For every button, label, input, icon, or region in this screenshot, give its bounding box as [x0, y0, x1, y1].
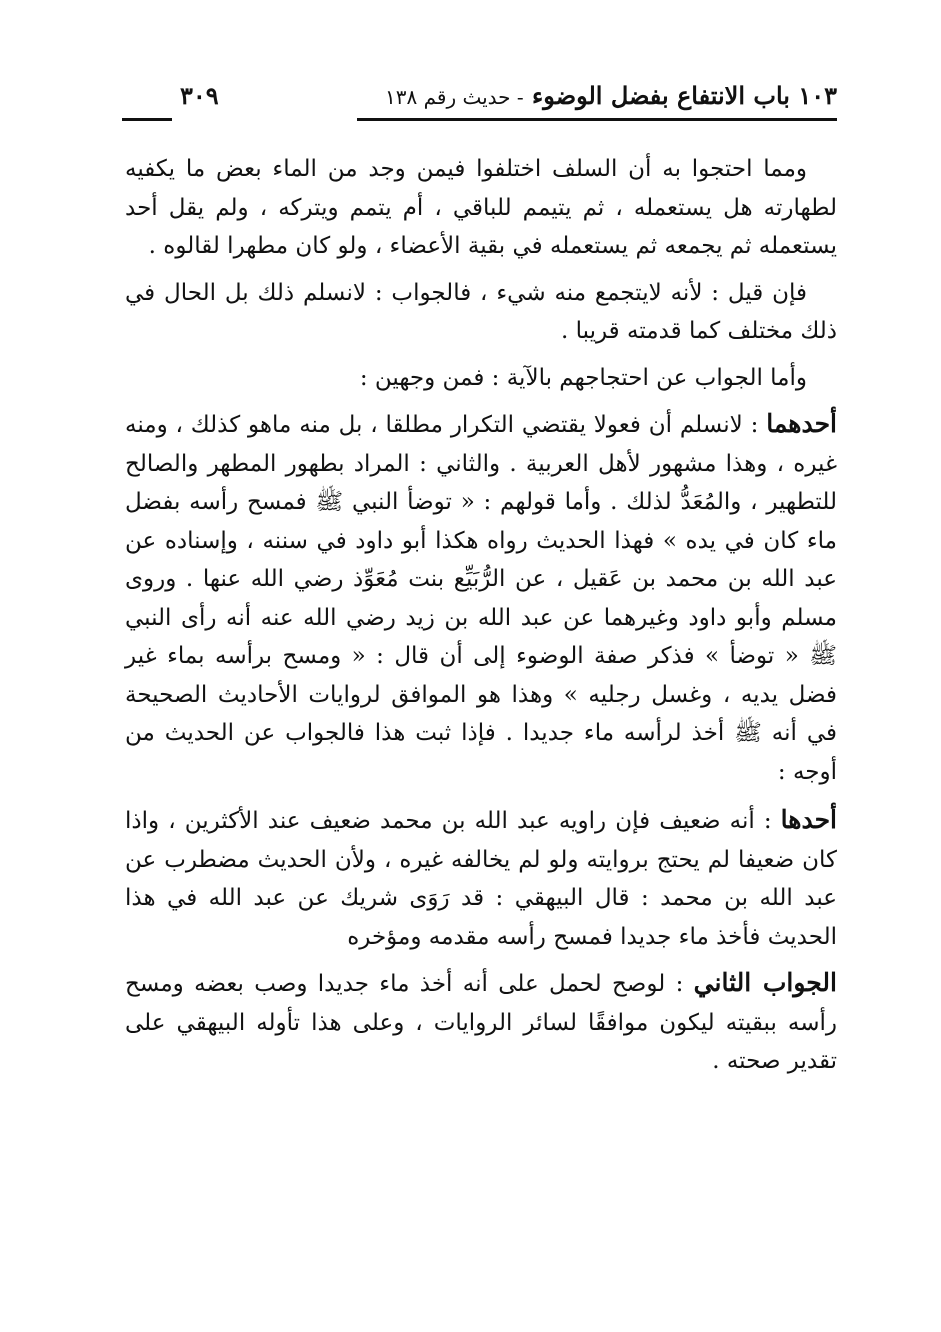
paragraph-text: : أنه ضعيف فإن راويه عبد الله بن محمد ضعيف عند الأكثرين ، واذا كان ضعيفا لم يحتج بروايته ولو لم يخالفه غيره ، ولأن الحديث مضطرب عن عبد الله بن محمد : قال البيهقي : قد رَوَى شريك عن عبد الله في هذا الحديث فأخذ ماء جديدا فمسح رأسه مقدمه ومؤخره	[125, 808, 837, 950]
paragraph-4	[125, 405, 837, 791]
paragraph-lead: أحدهما	[766, 409, 837, 438]
paragraph-text: فإن قيل : لأنه لايتجمع منه شيء ، فالجواب : لانسلم ذلك بل الحال في ذلك مختلف كما قدمته قريبا .	[125, 279, 837, 344]
running-header	[122, 78, 837, 122]
paragraph-text: : لوصح لحمل على أنه أخذ ماء جديدا وصب بعضه ومسح رأسه ببقيته ليكون موافقًا لسائر الروايات ، وعلى هذا تأوله البيهقي على تقدير صحته .	[125, 971, 837, 1074]
body-text	[125, 150, 837, 1089]
paragraph-1	[125, 150, 837, 266]
chapter-title: باب الانتفاع بفضل الوضوء	[532, 81, 790, 110]
paragraph-2	[125, 274, 837, 351]
paragraph-lead: أحدها	[780, 805, 837, 834]
chapter-number: ١٠٣	[798, 81, 837, 110]
paragraph-text: وأما الجواب عن احتجاجهم بالآية : فمن وجهين :	[359, 364, 807, 391]
paragraph-lead: الجواب الثاني	[693, 968, 837, 997]
header-rule	[357, 118, 837, 121]
paragraph-text: ومما احتجوا به أن السلف اختلفوا فيمن وجد من الماء بعض ما يكفيه لطهارته هل يستعمله ، ثم يتيمم للباقي ، أم يتمم ويتركه ، ولم يقل أحد يستعمله ثم يجمعه ثم يستعمله في بقية الأعضاء ، ولو كان مطهرا لقالوه .	[125, 156, 837, 259]
paragraph-3	[125, 359, 837, 398]
page-number: ٣٠٩	[180, 81, 219, 110]
hadith-reference: - حديث رقم ١٣٨	[384, 85, 524, 109]
paragraph-text: : لانسلم أن فعولا يقتضي التكرار مطلقا ، بل منه ماهو كذلك ، ومنه غيره ، وهذا مشهور لأهل العربية . والثاني : المراد بطهور المطهر والصالح للتطهير ، والمُعَدُّ لذلك . وأما قولهم : « توضأ النبي ﷺ فمسح رأسه بفضل ماء كان في يده » فهذا الحديث رواه هكذا أبو داود في سننه ، وإسناده عن عبد الله بن محمد بن عَقيل ، عن الرُّبَيِّع بنت مُعَوِّذ رضي الله عنها . وروى مسلم وأبو داود وغيرهما عن عبد الله بن زيد رضي الله عنه أنه رأى النبي ﷺ « توضأ » فذكر صفة الوضوء إلى أن قال : « ومسح برأسه بماء غير فضل يديه ، وغسل رجليه » وهذا هو الموافق لروايات الأحاديث الصحيحة في أنه ﷺ أخذ لرأسه ماء جديدا . فإذا ثبت هذا فالجواب عن الحديث من أوجه :	[125, 412, 837, 785]
paragraph-6	[125, 964, 837, 1081]
paragraph-5	[125, 801, 837, 956]
chapter-heading	[385, 78, 837, 115]
page-number-rule	[122, 118, 172, 121]
